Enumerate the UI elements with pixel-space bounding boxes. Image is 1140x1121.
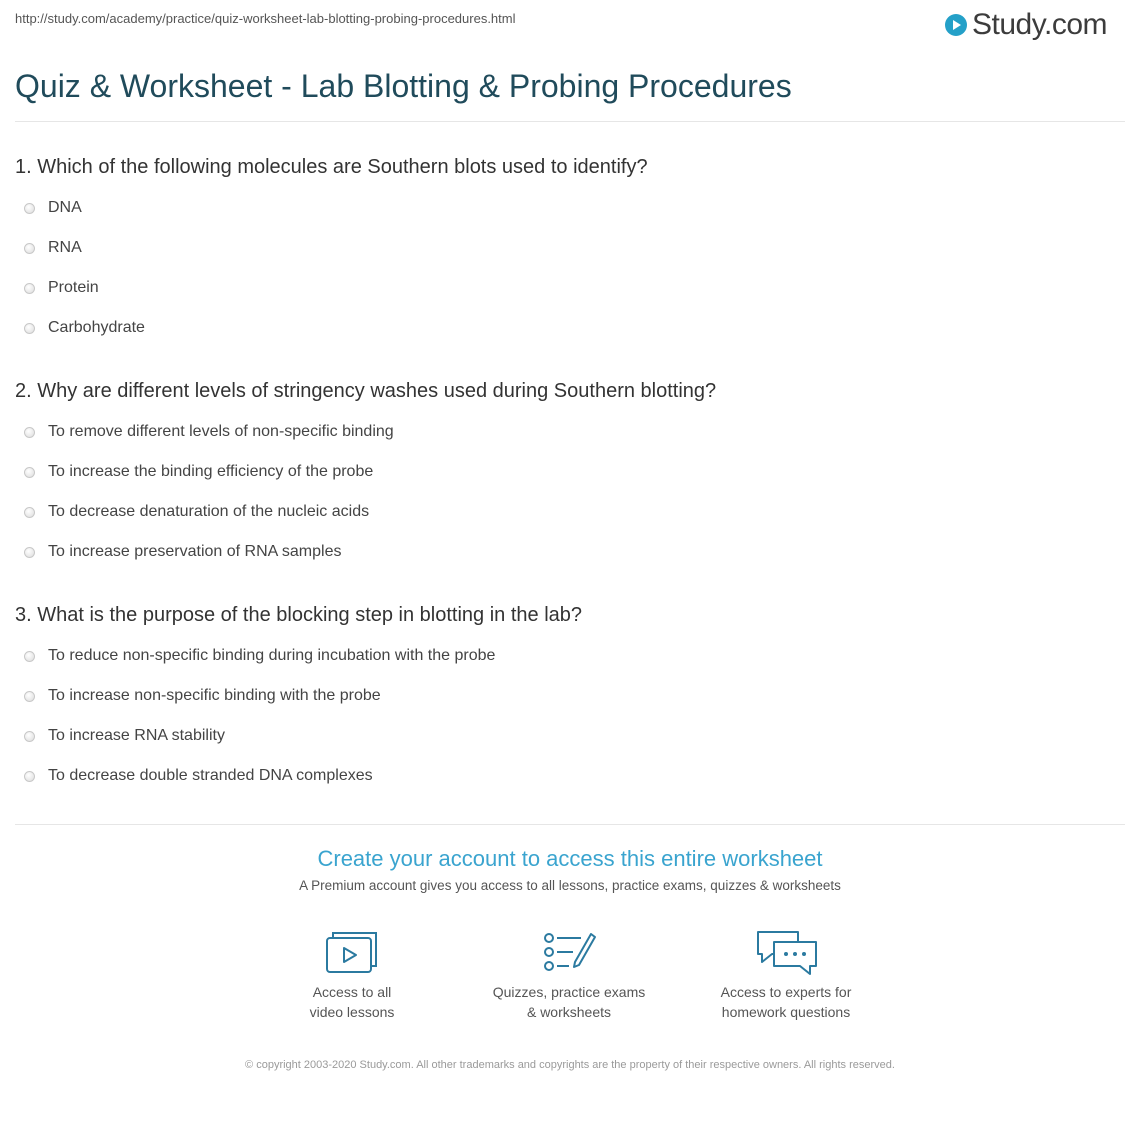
radio-icon[interactable]	[24, 427, 35, 438]
radio-icon[interactable]	[24, 731, 35, 742]
feature-label: Access to all video lessons	[309, 984, 395, 1020]
cta-subtitle: A Premium account gives you access to all lessons, practice exams, quizzes & worksheets	[299, 878, 841, 893]
answer-option[interactable]	[15, 308, 1115, 348]
feature-experts	[676, 928, 896, 1022]
question-1	[15, 153, 1115, 348]
answer-option[interactable]	[15, 636, 1115, 676]
radio-icon[interactable]	[24, 323, 35, 334]
logo-text: Study.com	[972, 8, 1107, 41]
radio-icon[interactable]	[24, 547, 35, 558]
option-label: To remove different levels of non-specific binding	[48, 423, 394, 440]
question-text: 2. Why are different levels of stringency washes used during Southern blotting?	[15, 380, 717, 402]
question-3	[15, 601, 1115, 796]
option-label: To decrease denaturation of the nucleic acids	[48, 503, 370, 520]
answer-option[interactable]	[15, 268, 1115, 308]
option-label: RNA	[48, 239, 82, 256]
option-label: To increase preservation of RNA samples	[48, 543, 342, 560]
radio-icon[interactable]	[24, 651, 35, 662]
radio-icon[interactable]	[24, 243, 35, 254]
option-label: To decrease double stranded DNA complexes	[48, 767, 373, 784]
option-label: To increase the binding efficiency of the probe	[48, 463, 374, 480]
answer-option[interactable]	[15, 756, 1115, 796]
question-2	[15, 377, 1115, 572]
question-text: 3. What is the purpose of the blocking step in blotting in the lab?	[15, 604, 583, 626]
title-divider	[15, 121, 1125, 122]
feature-label: Quizzes, practice exams & worksheets	[492, 984, 646, 1020]
premium-features	[0, 928, 1140, 1028]
chat-experts-icon	[754, 928, 818, 976]
play-logo-icon	[944, 13, 968, 37]
answer-option[interactable]	[15, 228, 1115, 268]
cta-title-link[interactable]: Create your account to access this entire worksheet	[317, 846, 823, 871]
signup-cta	[0, 846, 1140, 893]
answer-option[interactable]	[15, 492, 1115, 532]
answer-option[interactable]	[15, 412, 1115, 452]
answer-option[interactable]	[15, 716, 1115, 756]
feature-video-lessons	[242, 928, 462, 1022]
answer-option[interactable]	[15, 676, 1115, 716]
feature-quizzes	[459, 928, 679, 1022]
option-label: Protein	[48, 279, 99, 296]
answer-option[interactable]	[15, 188, 1115, 228]
option-label: To increase non-specific binding with the probe	[48, 687, 381, 704]
answer-option[interactable]	[15, 452, 1115, 492]
radio-icon[interactable]	[24, 203, 35, 214]
study-logo[interactable]	[944, 6, 1107, 44]
cta-divider	[15, 824, 1125, 825]
option-label: To increase RNA stability	[48, 727, 225, 744]
answer-option[interactable]	[15, 532, 1115, 572]
radio-icon[interactable]	[24, 771, 35, 782]
radio-icon[interactable]	[24, 467, 35, 478]
copyright-footer: © copyright 2003-2020 Study.com. All other trademarks and copyrights are the property of their respective owners. All rights reserved.	[245, 1059, 895, 1071]
option-label: Carbohydrate	[48, 319, 145, 336]
video-lessons-icon	[324, 928, 380, 976]
quiz-checklist-icon	[541, 928, 597, 976]
feature-label: Access to experts for homework questions	[720, 984, 852, 1020]
radio-icon[interactable]	[24, 507, 35, 518]
question-text: 1. Which of the following molecules are Southern blots used to identify?	[15, 156, 648, 178]
page-url: http://study.com/academy/practice/quiz-worksheet-lab-blotting-probing-procedures.html	[15, 11, 516, 26]
radio-icon[interactable]	[24, 283, 35, 294]
radio-icon[interactable]	[24, 691, 35, 702]
option-label: DNA	[48, 199, 82, 216]
option-label: To reduce non-specific binding during incubation with the probe	[48, 647, 496, 664]
page-title: Quiz & Worksheet - Lab Blotting & Probing Procedures	[15, 68, 792, 104]
